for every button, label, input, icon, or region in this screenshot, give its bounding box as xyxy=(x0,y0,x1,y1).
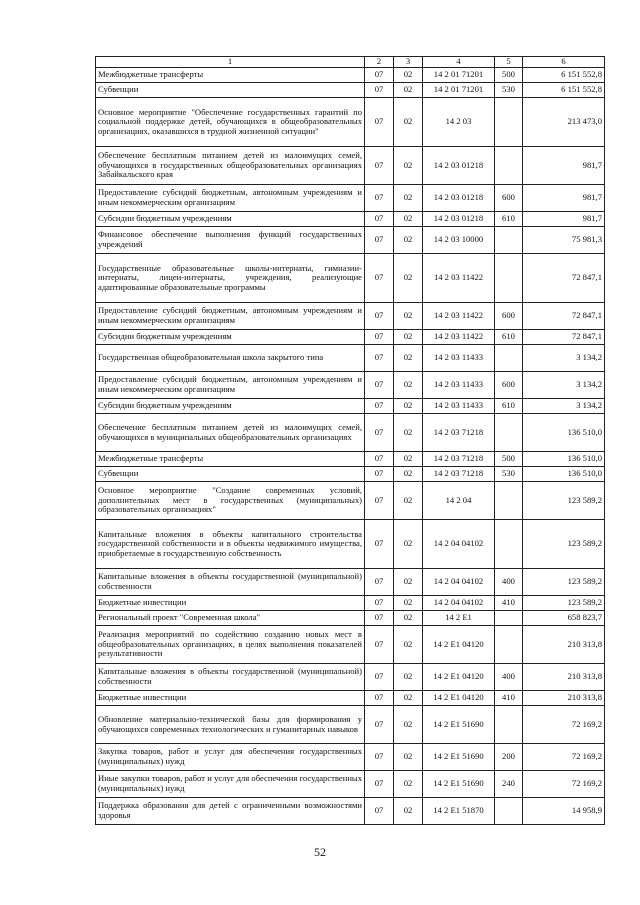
amount: 3 134,2 xyxy=(523,372,605,399)
amount: 210 313,8 xyxy=(523,691,605,706)
amount: 75 981,3 xyxy=(523,227,605,254)
item-name: Государственные образовательные школы-интернаты, гимназии-интернаты, лицеи-интернаты, учреждения, реализующие адаптированные образовательные программы xyxy=(96,254,365,303)
subsection-code: 02 xyxy=(394,569,423,596)
table-row xyxy=(96,147,605,185)
amount: 210 313,8 xyxy=(523,664,605,691)
expense-type-code: 600 xyxy=(495,185,523,212)
section-code: 07 xyxy=(365,744,394,771)
section-code: 07 xyxy=(365,68,394,83)
amount: 3 134,2 xyxy=(523,345,605,372)
expense-type-code: 610 xyxy=(495,399,523,414)
expense-type-code xyxy=(495,254,523,303)
target-article-code: 14 2 04 xyxy=(423,482,495,520)
target-article-code: 14 2 E1 04120 xyxy=(423,626,495,664)
expense-type-code xyxy=(495,626,523,664)
subsection-code: 02 xyxy=(394,147,423,185)
expense-type-code: 610 xyxy=(495,212,523,227)
expense-type-code xyxy=(495,414,523,452)
section-code: 07 xyxy=(365,414,394,452)
subsection-code: 02 xyxy=(394,611,423,626)
expense-type-code xyxy=(495,520,523,569)
section-code: 07 xyxy=(365,520,394,569)
subsection-code: 02 xyxy=(394,68,423,83)
table-row xyxy=(96,596,605,611)
column-header: 4 xyxy=(423,57,495,68)
target-article-code: 14 2 03 11433 xyxy=(423,399,495,414)
subsection-code: 02 xyxy=(394,185,423,212)
subsection-code: 02 xyxy=(394,98,423,147)
amount: 14 958,9 xyxy=(523,798,605,825)
table-row xyxy=(96,83,605,98)
subsection-code: 02 xyxy=(394,83,423,98)
expense-type-code: 530 xyxy=(495,83,523,98)
section-code: 07 xyxy=(365,98,394,147)
section-code: 07 xyxy=(365,227,394,254)
target-article-code: 14 2 04 04102 xyxy=(423,569,495,596)
expense-type-code xyxy=(495,706,523,744)
subsection-code: 02 xyxy=(394,596,423,611)
target-article-code: 14 2 03 71218 xyxy=(423,467,495,482)
table-row xyxy=(96,68,605,83)
target-article-code: 14 2 E1 04120 xyxy=(423,691,495,706)
target-article-code: 14 2 03 01218 xyxy=(423,147,495,185)
target-article-code: 14 2 03 11433 xyxy=(423,345,495,372)
target-article-code: 14 2 04 04102 xyxy=(423,520,495,569)
subsection-code: 02 xyxy=(394,691,423,706)
expense-type-code xyxy=(495,147,523,185)
expense-type-code: 400 xyxy=(495,569,523,596)
subsection-code: 02 xyxy=(394,414,423,452)
item-name: Закупка товаров, работ и услуг для обеспечения государственных (муниципальных) нужд xyxy=(96,744,365,771)
expense-type-code: 240 xyxy=(495,771,523,798)
amount: 981,7 xyxy=(523,212,605,227)
table-row xyxy=(96,399,605,414)
subsection-code: 02 xyxy=(394,227,423,254)
table-row xyxy=(96,569,605,596)
amount: 72 169,2 xyxy=(523,771,605,798)
section-code: 07 xyxy=(365,345,394,372)
expense-type-code xyxy=(495,98,523,147)
subsection-code: 02 xyxy=(394,372,423,399)
table-row xyxy=(96,254,605,303)
expense-type-code xyxy=(495,798,523,825)
target-article-code: 14 2 E1 04120 xyxy=(423,664,495,691)
amount: 6 151 552,8 xyxy=(523,68,605,83)
section-code: 07 xyxy=(365,482,394,520)
table-row xyxy=(96,611,605,626)
subsection-code: 02 xyxy=(394,303,423,330)
amount: 136 510,0 xyxy=(523,452,605,467)
target-article-code: 14 2 04 04102 xyxy=(423,596,495,611)
subsection-code: 02 xyxy=(394,330,423,345)
amount: 72 169,2 xyxy=(523,744,605,771)
section-code: 07 xyxy=(365,254,394,303)
target-article-code: 14 2 03 11422 xyxy=(423,254,495,303)
section-code: 07 xyxy=(365,611,394,626)
table-row xyxy=(96,467,605,482)
table-row xyxy=(96,98,605,147)
amount: 213 473,0 xyxy=(523,98,605,147)
table-row xyxy=(96,664,605,691)
amount: 658 823,7 xyxy=(523,611,605,626)
item-name: Субвенции xyxy=(96,467,365,482)
amount: 981,7 xyxy=(523,185,605,212)
expense-type-code xyxy=(495,482,523,520)
section-code: 07 xyxy=(365,626,394,664)
target-article-code: 14 2 01 71201 xyxy=(423,83,495,98)
table-row xyxy=(96,798,605,825)
section-code: 07 xyxy=(365,664,394,691)
amount: 72 847,1 xyxy=(523,330,605,345)
target-article-code: 14 2 03 11433 xyxy=(423,372,495,399)
item-name: Обновление материально-технической базы для формирования у обучающихся современных технологических и гуманитарных навыков xyxy=(96,706,365,744)
item-name: Предоставление субсидий бюджетным, автономным учреждениям и иным некоммерческим организациям xyxy=(96,372,365,399)
expense-type-code: 600 xyxy=(495,372,523,399)
item-name: Капитальные вложения в объекты государственной (муниципальной) собственности xyxy=(96,664,365,691)
item-name: Государственная общеобразовательная школа закрытого типа xyxy=(96,345,365,372)
item-name: Межбюджетные трансферты xyxy=(96,452,365,467)
target-article-code: 14 2 E1 51690 xyxy=(423,771,495,798)
section-code: 07 xyxy=(365,303,394,330)
table-row xyxy=(96,706,605,744)
column-header: 5 xyxy=(495,57,523,68)
expense-type-code: 600 xyxy=(495,303,523,330)
target-article-code: 14 2 E1 51690 xyxy=(423,744,495,771)
target-article-code: 14 2 03 11422 xyxy=(423,330,495,345)
item-name: Субсидии бюджетным учреждениям xyxy=(96,399,365,414)
section-code: 07 xyxy=(365,185,394,212)
table-row xyxy=(96,744,605,771)
column-header: 3 xyxy=(394,57,423,68)
subsection-code: 02 xyxy=(394,798,423,825)
item-name: Субвенции xyxy=(96,83,365,98)
amount: 123 589,2 xyxy=(523,569,605,596)
target-article-code: 14 2 03 xyxy=(423,98,495,147)
table-row xyxy=(96,227,605,254)
item-name: Основное мероприятие "Обеспечение государственных гарантий по социальной поддержке детей, обучающихся в общеобразовательных организациях, оказавшихся в трудной жизненной ситуации" xyxy=(96,98,365,147)
expense-type-code: 410 xyxy=(495,691,523,706)
target-article-code: 14 2 03 01218 xyxy=(423,212,495,227)
amount: 136 510,0 xyxy=(523,467,605,482)
expense-type-code xyxy=(495,345,523,372)
expense-type-code: 410 xyxy=(495,596,523,611)
item-name: Субсидии бюджетным учреждениям xyxy=(96,330,365,345)
item-name: Межбюджетные трансферты xyxy=(96,68,365,83)
budget-table xyxy=(95,56,605,825)
page-number: 52 xyxy=(314,845,326,859)
section-code: 07 xyxy=(365,569,394,596)
amount: 72 169,2 xyxy=(523,706,605,744)
section-code: 07 xyxy=(365,691,394,706)
item-name: Предоставление субсидий бюджетным, автономным учреждениям и иным некоммерческим организациям xyxy=(96,185,365,212)
target-article-code: 14 2 03 01218 xyxy=(423,185,495,212)
subsection-code: 02 xyxy=(394,520,423,569)
target-article-code: 14 2 01 71201 xyxy=(423,68,495,83)
target-article-code: 14 2 03 71218 xyxy=(423,414,495,452)
expense-type-code: 200 xyxy=(495,744,523,771)
subsection-code: 02 xyxy=(394,452,423,467)
table-row xyxy=(96,771,605,798)
amount: 123 589,2 xyxy=(523,596,605,611)
subsection-code: 02 xyxy=(394,706,423,744)
item-name: Предоставление субсидий бюджетным, автономным учреждениям и иным некоммерческим организациям xyxy=(96,303,365,330)
section-code: 07 xyxy=(365,452,394,467)
subsection-code: 02 xyxy=(394,482,423,520)
table-row xyxy=(96,372,605,399)
expense-type-code xyxy=(495,227,523,254)
amount: 3 134,2 xyxy=(523,399,605,414)
item-name: Бюджетные инвестиции xyxy=(96,691,365,706)
table-row xyxy=(96,345,605,372)
section-code: 07 xyxy=(365,798,394,825)
expense-type-code: 500 xyxy=(495,452,523,467)
target-article-code: 14 2 E1 51870 xyxy=(423,798,495,825)
item-name: Финансовое обеспечение выполнения функций государственных учреждений xyxy=(96,227,365,254)
table-row xyxy=(96,691,605,706)
amount: 123 589,2 xyxy=(523,482,605,520)
amount: 123 589,2 xyxy=(523,520,605,569)
item-name: Иные закупки товаров, работ и услуг для обеспечения государственных (муниципальных) нужд xyxy=(96,771,365,798)
column-header: 2 xyxy=(365,57,394,68)
item-name: Капитальные вложения в объекты государственной (муниципальной) собственности xyxy=(96,569,365,596)
table-row xyxy=(96,185,605,212)
amount: 136 510,0 xyxy=(523,414,605,452)
subsection-code: 02 xyxy=(394,771,423,798)
section-code: 07 xyxy=(365,212,394,227)
subsection-code: 02 xyxy=(394,467,423,482)
section-code: 07 xyxy=(365,399,394,414)
section-code: 07 xyxy=(365,147,394,185)
subsection-code: 02 xyxy=(394,212,423,227)
item-name: Бюджетные инвестиции xyxy=(96,596,365,611)
column-header: 1 xyxy=(96,57,365,68)
target-article-code: 14 2 E1 xyxy=(423,611,495,626)
expense-type-code: 530 xyxy=(495,467,523,482)
table-row xyxy=(96,482,605,520)
item-name: Реализация мероприятий по содействию созданию новых мест в общеобразовательных организациях, в целях выполнения показателей результативности xyxy=(96,626,365,664)
table-row xyxy=(96,303,605,330)
subsection-code: 02 xyxy=(394,626,423,664)
section-code: 07 xyxy=(365,372,394,399)
section-code: 07 xyxy=(365,706,394,744)
item-name: Региональный проект "Современная школа" xyxy=(96,611,365,626)
table-row xyxy=(96,520,605,569)
item-name: Поддержка образования для детей с ограниченными возможностями здоровья xyxy=(96,798,365,825)
amount: 6 151 552,8 xyxy=(523,83,605,98)
item-name: Капитальные вложения в объекты капитального строительства государственной собственности и в объекты недвижимого имущества, приобретаемые в государственную собственность xyxy=(96,520,365,569)
item-name: Субсидии бюджетным учреждениям xyxy=(96,212,365,227)
item-name: Основное мероприятие "Создание современных условий, дополнительных мест в государственных (муниципальных) образовательных организациях" xyxy=(96,482,365,520)
amount: 72 847,1 xyxy=(523,303,605,330)
amount: 72 847,1 xyxy=(523,254,605,303)
table-row xyxy=(96,626,605,664)
table-row xyxy=(96,330,605,345)
section-code: 07 xyxy=(365,596,394,611)
target-article-code: 14 2 03 10000 xyxy=(423,227,495,254)
section-code: 07 xyxy=(365,467,394,482)
target-article-code: 14 2 03 71218 xyxy=(423,452,495,467)
expense-type-code: 500 xyxy=(495,68,523,83)
section-code: 07 xyxy=(365,771,394,798)
section-code: 07 xyxy=(365,330,394,345)
column-header: 6 xyxy=(523,57,605,68)
item-name: Обеспечение бесплатным питанием детей из малоимущих семей, обучающихся в государственных общеобразовательных организациях Забайкальского края xyxy=(96,147,365,185)
amount: 210 313,8 xyxy=(523,626,605,664)
expense-type-code: 400 xyxy=(495,664,523,691)
item-name: Обеспечение бесплатным питанием детей из малоимущих семей, обучающихся в муниципальных общеобразовательных организациях xyxy=(96,414,365,452)
subsection-code: 02 xyxy=(394,744,423,771)
subsection-code: 02 xyxy=(394,254,423,303)
expense-type-code xyxy=(495,611,523,626)
table-row xyxy=(96,414,605,452)
table-row xyxy=(96,452,605,467)
subsection-code: 02 xyxy=(394,399,423,414)
table-row xyxy=(96,212,605,227)
amount: 981,7 xyxy=(523,147,605,185)
target-article-code: 14 2 E1 51690 xyxy=(423,706,495,744)
table-header-row xyxy=(96,57,605,68)
expense-type-code: 610 xyxy=(495,330,523,345)
subsection-code: 02 xyxy=(394,664,423,691)
section-code: 07 xyxy=(365,83,394,98)
target-article-code: 14 2 03 11422 xyxy=(423,303,495,330)
subsection-code: 02 xyxy=(394,345,423,372)
